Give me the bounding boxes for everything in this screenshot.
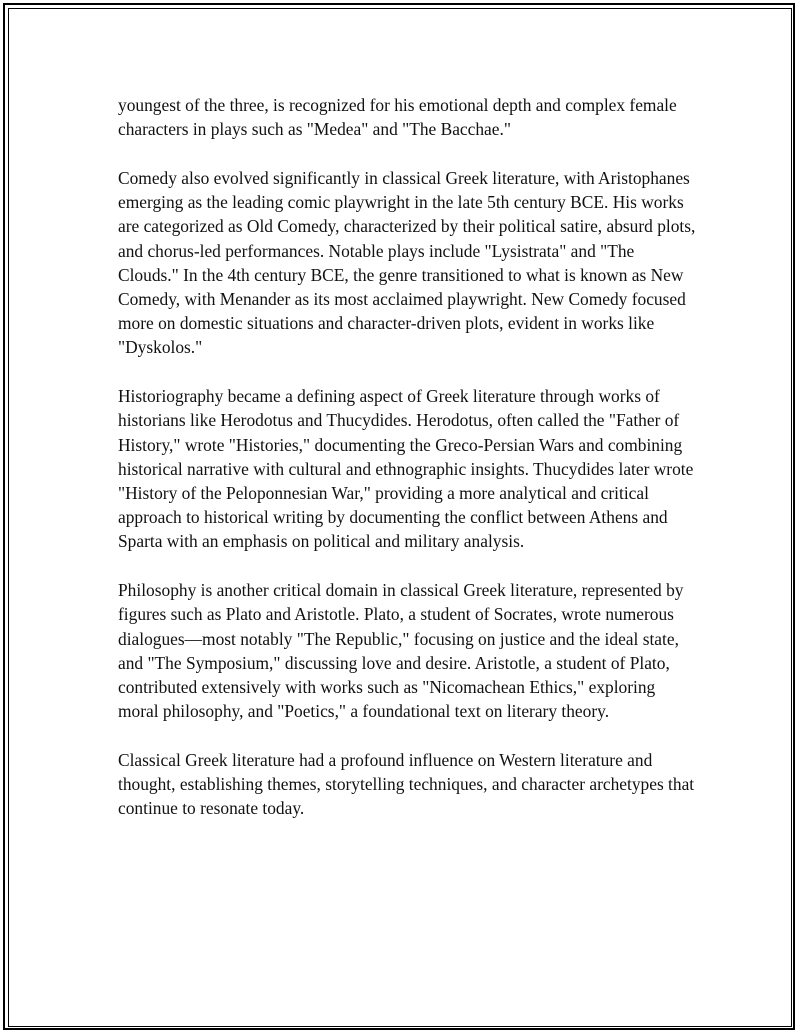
paragraph-euripides-continuation: youngest of the three, is recognized for his emotional depth and complex female characters in plays such as "Medea" and "The Bacchae." [118, 95, 677, 140]
paragraph-comedy: Comedy also evolved significantly in classical Greek literature, with Aristophanes emerging as the leading comic playwright in the late 5th century BCE. His works are categorized as Old Comedy, characterized by their political satire, absurd plots, and chorus-led performances. Notable plays include "Lysistrata" and "The Clouds." In the 4th century BCE, the genre transitioned to what is known as New Comedy, with Menander as its most acclaimed playwright. New Comedy focused more on domestic situations and character-driven plots, evident in works like "Dyskolos." [118, 168, 696, 358]
paragraph-historiography: Historiography became a defining aspect of Greek literature through works of historians like Herodotus and Thucydides. Herodotus, often called the "Father of History," wrote "Histories," documenting the Greco-Persian Wars and combining historical narrative with cultural and ethnographic insights. Thucydides later wrote "History of the Peloponnesian War," providing a more analytical and critical approach to historical writing by documenting the conflict between Athens and Sparta with an emphasis on political and military analysis. [118, 386, 694, 552]
document-body [118, 93, 698, 845]
paragraph-influence: Classical Greek literature had a profound influence on Western literature and thought, establishing themes, storytelling techniques, and character archetypes that continue to resonate today. [118, 750, 695, 819]
paragraph-philosophy: Philosophy is another critical domain in classical Greek literature, represented by figures such as Plato and Aristotle. Plato, a student of Socrates, wrote numerous dialogues—most notably "The Republic," focusing on justice and the ideal state, and "The Symposium," discussing love and desire. Aristotle, a student of Plato, contributed extensively with works such as "Nicomachean Ethics," exploring moral philosophy, and "Poetics," a foundational text on literary theory. [118, 580, 684, 722]
